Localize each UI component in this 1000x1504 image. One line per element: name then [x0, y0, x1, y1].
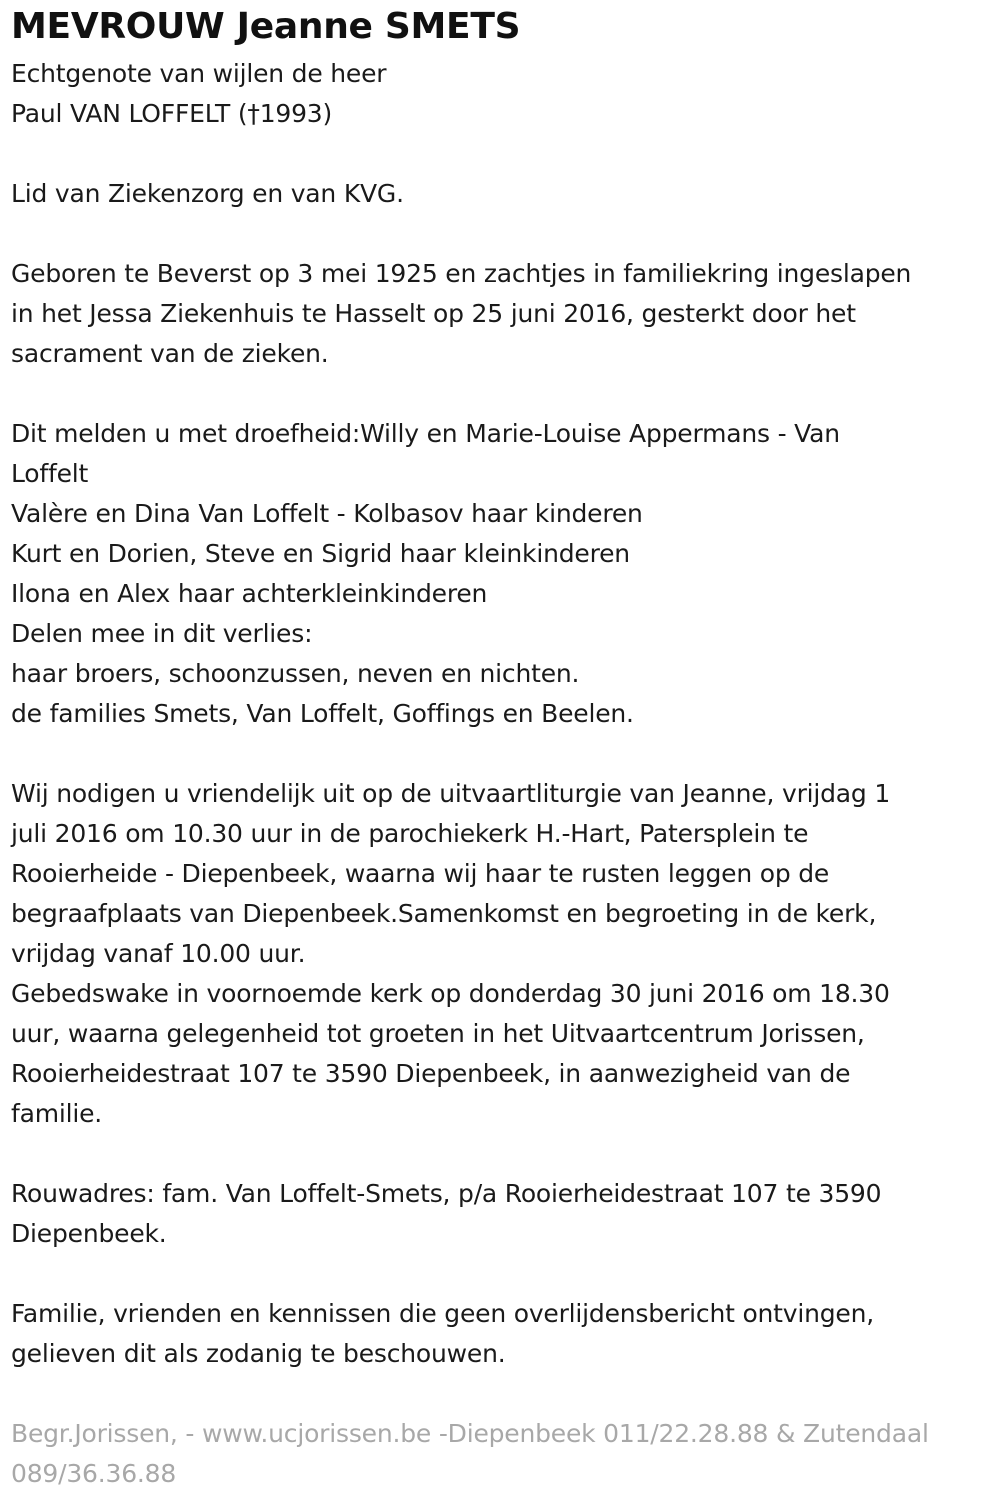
spouse-name-line: Paul VAN LOFFELT (†1993)	[11, 99, 333, 128]
text-line: begraafplaats van Diepenbeek.Samenkomst en begroeting in de kerk,	[11, 899, 877, 928]
birth-death-section	[11, 254, 989, 374]
text-line: Geboren te Beverst op 3 mei 1925 en zachtjes in familiekring ingeslapen	[11, 259, 912, 288]
text-line: Wij nodigen u vriendelijk uit op de uitvaartliturgie van Jeanne, vrijdag 1	[11, 779, 891, 808]
spouse-line: Echtgenote van wijlen de heer	[11, 59, 387, 88]
footer-line: Begr.Jorissen, - www.ucjorissen.be -Diepenbeek 011/22.28.88 & Zutendaal	[11, 1419, 929, 1448]
spacer	[11, 1374, 989, 1414]
text-line: Familie, vrienden en kennissen die geen overlijdensbericht ontvingen,	[11, 1299, 875, 1328]
text-line: Rooierheidestraat 107 te 3590 Diepenbeek, in aanwezigheid van de	[11, 1059, 851, 1088]
funeral-home-footer	[11, 1414, 989, 1494]
spouse-section	[11, 54, 989, 134]
spacer	[11, 214, 989, 254]
text-line: uur, waarna gelegenheid tot groeten in het Uitvaartcentrum Jorissen,	[11, 1019, 865, 1048]
spacer	[11, 374, 989, 414]
text-line: sacrament van de zieken.	[11, 339, 329, 368]
membership-line: Lid van Ziekenzorg en van KVG.	[11, 179, 404, 208]
family-section	[11, 414, 989, 734]
text-line: vrijdag vanaf 10.00 uur.	[11, 939, 306, 968]
text-line: Ilona en Alex haar achterkleinkinderen	[11, 579, 488, 608]
text-line: de families Smets, Van Loffelt, Goffings en Beelen.	[11, 699, 634, 728]
text-line: Delen mee in dit verlies:	[11, 619, 313, 648]
footer-line: 089/36.36.88	[11, 1459, 177, 1488]
text-line: Dit melden u met droefheid:Willy en Marie-Louise Appermans - Van	[11, 419, 840, 448]
spacer	[11, 734, 989, 774]
spacer	[11, 1254, 989, 1294]
text-line: familie.	[11, 1099, 103, 1128]
spacer	[11, 134, 989, 174]
membership-section	[11, 174, 989, 214]
ceremony-section	[11, 774, 989, 1134]
text-line: Gebedswake in voornoemde kerk op donderdag 30 juni 2016 om 18.30	[11, 979, 890, 1008]
obituary-page	[11, 0, 989, 1494]
text-line: Valère en Dina Van Loffelt - Kolbasov haar kinderen	[11, 499, 643, 528]
text-line: haar broers, schoonzussen, neven en nichten.	[11, 659, 580, 688]
address-section	[11, 1174, 989, 1254]
notice-section	[11, 1294, 989, 1374]
text-line: Kurt en Dorien, Steve en Sigrid haar kleinkinderen	[11, 539, 630, 568]
spacer	[11, 1134, 989, 1174]
text-line: Rooierheide - Diepenbeek, waarna wij haar te rusten leggen op de	[11, 859, 830, 888]
text-line: Rouwadres: fam. Van Loffelt-Smets, p/a Rooierheidestraat 107 te 3590	[11, 1179, 882, 1208]
text-line: juli 2016 om 10.30 uur in de parochiekerk H.-Hart, Patersplein te	[11, 819, 809, 848]
text-line: gelieven dit als zodanig te beschouwen.	[11, 1339, 506, 1368]
text-line: Diepenbeek.	[11, 1219, 167, 1248]
deceased-name: MEVROUW Jeanne SMETS	[11, 6, 521, 47]
text-line: Loffelt	[11, 459, 89, 488]
text-line: in het Jessa Ziekenhuis te Hasselt op 25 juni 2016, gesterkt door het	[11, 299, 856, 328]
